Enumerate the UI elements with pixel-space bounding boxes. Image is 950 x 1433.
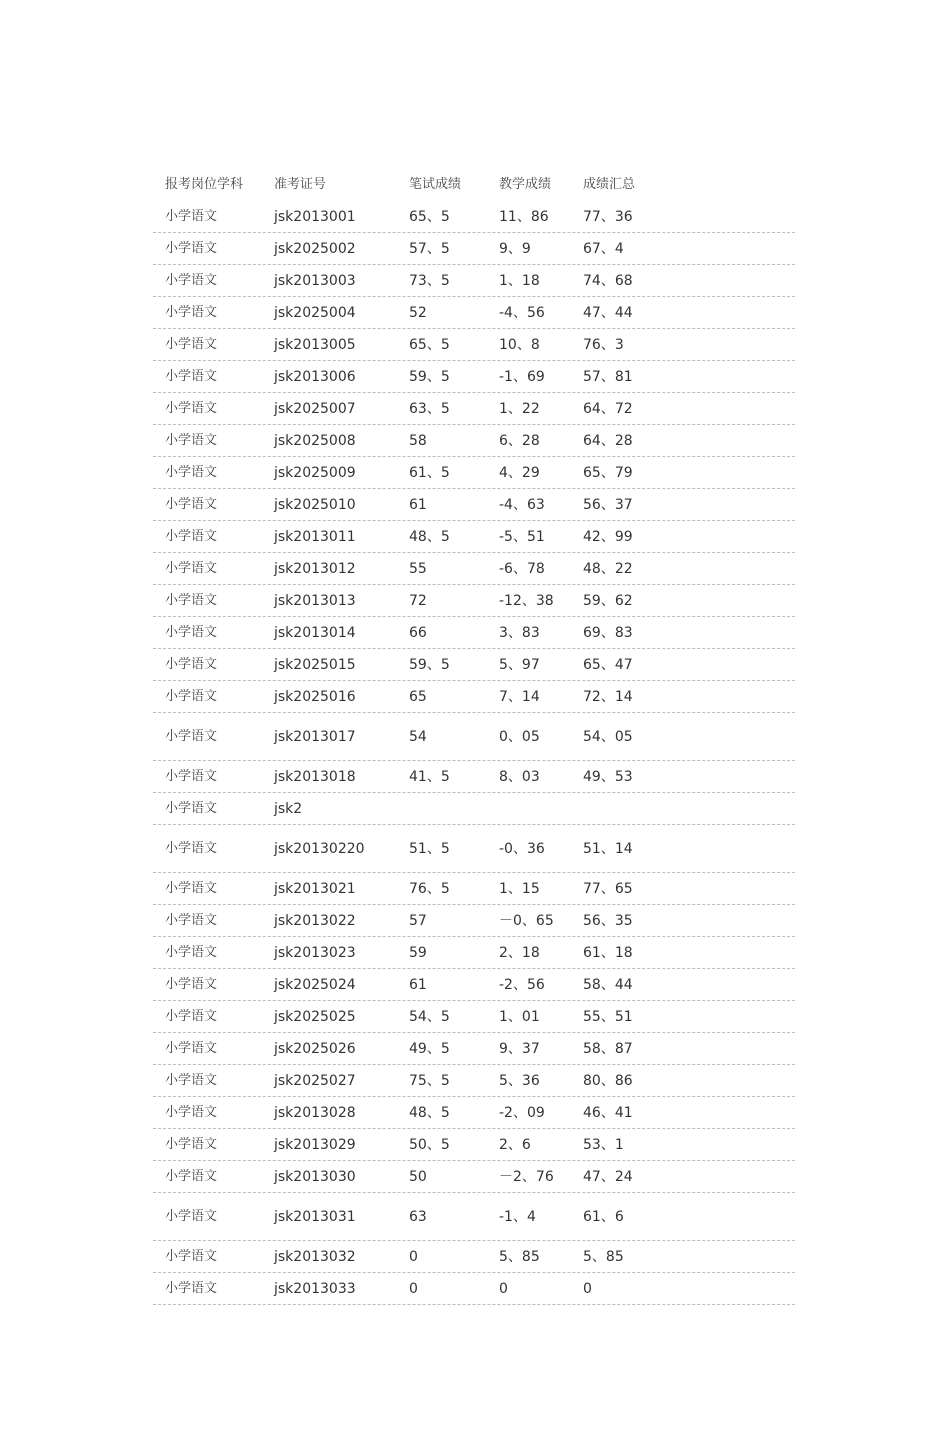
cell-subject: 小学语文 xyxy=(165,624,218,640)
table-row xyxy=(153,905,795,937)
cell-total-score: 61、18 xyxy=(583,944,633,961)
table-body xyxy=(153,201,795,1305)
cell-teaching-score: 5、97 xyxy=(499,656,540,673)
cell-subject: 小学语文 xyxy=(165,592,218,608)
cell-total-score: 56、35 xyxy=(583,912,633,929)
header-subject: 报考岗位学科 xyxy=(165,176,244,192)
cell-teaching-score: 1、18 xyxy=(499,272,540,289)
table-row xyxy=(153,1065,795,1097)
cell-exam-id: jsk2013029 xyxy=(274,1136,356,1153)
table-row xyxy=(153,617,795,649)
cell-subject: 小学语文 xyxy=(165,840,218,856)
cell-total-score: 67、4 xyxy=(583,240,624,257)
cell-exam-id: jsk2013014 xyxy=(274,624,356,641)
cell-written-score: 0 xyxy=(409,1248,418,1265)
cell-subject: 小学语文 xyxy=(165,304,218,320)
table-row xyxy=(153,1033,795,1065)
cell-teaching-score: 9、9 xyxy=(499,240,531,257)
cell-written-score: 59、5 xyxy=(409,368,450,385)
cell-exam-id: jsk2013011 xyxy=(274,528,356,545)
cell-subject: 小学语文 xyxy=(165,1072,218,1088)
cell-total-score: 0 xyxy=(583,1280,592,1297)
cell-written-score: 61 xyxy=(409,976,427,993)
cell-teaching-score: 1、01 xyxy=(499,1008,540,1025)
cell-teaching-score: 2、18 xyxy=(499,944,540,961)
cell-subject: 小学语文 xyxy=(165,208,218,224)
table-row xyxy=(153,937,795,969)
table-row xyxy=(153,761,795,793)
cell-total-score: 58、44 xyxy=(583,976,633,993)
cell-total-score: 51、14 xyxy=(583,840,633,857)
cell-written-score: 65 xyxy=(409,688,427,705)
cell-written-score: 0 xyxy=(409,1280,418,1297)
cell-written-score: 73、5 xyxy=(409,272,450,289)
score-table xyxy=(153,168,795,1305)
cell-written-score: 65、5 xyxy=(409,336,450,353)
cell-written-score: 59 xyxy=(409,944,427,961)
cell-teaching-score: -6、78 xyxy=(499,560,545,577)
cell-exam-id: jsk2013022 xyxy=(274,912,356,929)
cell-teaching-score: -12、38 xyxy=(499,592,554,609)
cell-teaching-score: -2、09 xyxy=(499,1104,545,1121)
table-row xyxy=(153,585,795,617)
cell-subject: 小学语文 xyxy=(165,976,218,992)
cell-subject: 小学语文 xyxy=(165,656,218,672)
cell-total-score: 76、3 xyxy=(583,336,624,353)
cell-total-score: 48、22 xyxy=(583,560,633,577)
cell-written-score: 50 xyxy=(409,1168,427,1185)
table-row xyxy=(153,521,795,553)
cell-subject: 小学语文 xyxy=(165,560,218,576)
cell-written-score: 57 xyxy=(409,912,427,929)
cell-subject: 小学语文 xyxy=(165,912,218,928)
table-row xyxy=(153,233,795,265)
cell-written-score: 66 xyxy=(409,624,427,641)
table-row xyxy=(153,1273,795,1305)
cell-written-score: 48、5 xyxy=(409,1104,450,1121)
cell-total-score: 80、86 xyxy=(583,1072,633,1089)
cell-teaching-score: 5、36 xyxy=(499,1072,540,1089)
cell-exam-id: jsk2013001 xyxy=(274,208,356,225)
table-row xyxy=(153,489,795,521)
cell-subject: 小学语文 xyxy=(165,1248,218,1264)
cell-subject: 小学语文 xyxy=(165,800,218,816)
cell-exam-id: jsk2025026 xyxy=(274,1040,356,1057)
cell-total-score: 46、41 xyxy=(583,1104,633,1121)
cell-subject: 小学语文 xyxy=(165,1168,218,1184)
cell-written-score: 59、5 xyxy=(409,656,450,673)
cell-exam-id: jsk2013003 xyxy=(274,272,356,289)
cell-subject: 小学语文 xyxy=(165,728,218,744)
cell-written-score: 48、5 xyxy=(409,528,450,545)
cell-teaching-score: 0、05 xyxy=(499,728,540,745)
cell-teaching-score xyxy=(488,805,572,813)
table-row xyxy=(153,1129,795,1161)
table-row xyxy=(153,793,795,825)
cell-subject: 小学语文 xyxy=(165,1208,218,1224)
table-row xyxy=(153,553,795,585)
cell-total-score: 57、81 xyxy=(583,368,633,385)
cell-teaching-score: -1、4 xyxy=(499,1208,536,1225)
table-header-row xyxy=(153,168,795,201)
cell-exam-id: jsk2025004 xyxy=(274,304,356,321)
cell-written-score: 50、5 xyxy=(409,1136,450,1153)
cell-total-score: 58、87 xyxy=(583,1040,633,1057)
cell-exam-id: jsk2013017 xyxy=(274,728,356,745)
cell-subject: 小学语文 xyxy=(165,432,218,448)
cell-written-score: 57、5 xyxy=(409,240,450,257)
cell-teaching-score: -1、69 xyxy=(499,368,545,385)
table-row xyxy=(153,201,795,233)
table-row xyxy=(153,425,795,457)
cell-total-score: 61、6 xyxy=(583,1208,624,1225)
table-row xyxy=(153,1241,795,1273)
cell-total-score: 74、68 xyxy=(583,272,633,289)
cell-written-score: 58 xyxy=(409,432,427,449)
cell-subject: 小学语文 xyxy=(165,496,218,512)
cell-written-score: 49、5 xyxy=(409,1040,450,1057)
cell-exam-id: jsk20130220 xyxy=(274,840,365,857)
header-total-score: 成绩汇总 xyxy=(583,176,636,192)
cell-subject: 小学语文 xyxy=(165,272,218,288)
cell-exam-id: jsk2013030 xyxy=(274,1168,356,1185)
cell-teaching-score: －2、76 xyxy=(499,1168,554,1185)
cell-subject: 小学语文 xyxy=(165,880,218,896)
table-row xyxy=(153,1193,795,1241)
cell-subject: 小学语文 xyxy=(165,1104,218,1120)
cell-teaching-score: 6、28 xyxy=(499,432,540,449)
cell-exam-id: jsk2025010 xyxy=(274,496,356,513)
cell-total-score: 53、1 xyxy=(583,1136,624,1153)
cell-teaching-score: -4、63 xyxy=(499,496,545,513)
cell-subject: 小学语文 xyxy=(165,768,218,784)
cell-total-score: 56、37 xyxy=(583,496,633,513)
cell-teaching-score: 3、83 xyxy=(499,624,540,641)
cell-exam-id: jsk2025025 xyxy=(274,1008,356,1025)
cell-exam-id: jsk2013032 xyxy=(274,1248,356,1265)
cell-exam-id: jsk2025027 xyxy=(274,1072,356,1089)
cell-teaching-score: -0、36 xyxy=(499,840,545,857)
cell-subject: 小学语文 xyxy=(165,1136,218,1152)
cell-exam-id: jsk2 xyxy=(274,800,303,817)
cell-written-score: 72 xyxy=(409,592,427,609)
cell-subject: 小学语文 xyxy=(165,688,218,704)
cell-exam-id: jsk2013033 xyxy=(274,1280,356,1297)
cell-exam-id: jsk2013028 xyxy=(274,1104,356,1121)
cell-written-score: 61 xyxy=(409,496,427,513)
cell-exam-id: jsk2013013 xyxy=(274,592,356,609)
cell-written-score: 63、5 xyxy=(409,400,450,417)
cell-subject: 小学语文 xyxy=(165,1280,218,1296)
cell-teaching-score: －0、65 xyxy=(499,912,554,929)
cell-total-score: 55、51 xyxy=(583,1008,633,1025)
header-written-score: 笔试成绩 xyxy=(409,176,462,192)
cell-total-score xyxy=(572,805,682,813)
cell-teaching-score: 5、85 xyxy=(499,1248,540,1265)
cell-written-score: 54 xyxy=(409,728,427,745)
cell-teaching-score: 8、03 xyxy=(499,768,540,785)
cell-written-score: 55 xyxy=(409,560,427,577)
table-row xyxy=(153,681,795,713)
cell-subject: 小学语文 xyxy=(165,240,218,256)
cell-exam-id: jsk2013031 xyxy=(274,1208,356,1225)
cell-exam-id: jsk2025008 xyxy=(274,432,356,449)
cell-written-score: 41、5 xyxy=(409,768,450,785)
cell-written-score: 51、5 xyxy=(409,840,450,857)
table-row xyxy=(153,825,795,873)
cell-total-score: 65、79 xyxy=(583,464,633,481)
cell-teaching-score: 1、22 xyxy=(499,400,540,417)
cell-subject: 小学语文 xyxy=(165,1040,218,1056)
cell-written-score: 65、5 xyxy=(409,208,450,225)
cell-total-score: 65、47 xyxy=(583,656,633,673)
table-row xyxy=(153,457,795,489)
cell-exam-id: jsk2025007 xyxy=(274,400,356,417)
cell-written-score: 54、5 xyxy=(409,1008,450,1025)
table-row xyxy=(153,1001,795,1033)
table-row xyxy=(153,873,795,905)
table-row xyxy=(153,1097,795,1129)
cell-subject: 小学语文 xyxy=(165,1008,218,1024)
cell-exam-id: jsk2025015 xyxy=(274,656,356,673)
cell-written-score: 75、5 xyxy=(409,1072,450,1089)
cell-teaching-score: -5、51 xyxy=(499,528,545,545)
cell-total-score: 42、99 xyxy=(583,528,633,545)
cell-exam-id: jsk2025002 xyxy=(274,240,356,257)
cell-subject: 小学语文 xyxy=(165,400,218,416)
cell-exam-id: jsk2013006 xyxy=(274,368,356,385)
cell-total-score: 47、44 xyxy=(583,304,633,321)
cell-teaching-score: 1、15 xyxy=(499,880,540,897)
cell-written-score xyxy=(398,805,488,813)
table-row xyxy=(153,329,795,361)
cell-exam-id: jsk2025009 xyxy=(274,464,356,481)
table-row xyxy=(153,713,795,761)
cell-subject: 小学语文 xyxy=(165,944,218,960)
table-row xyxy=(153,297,795,329)
cell-total-score: 59、62 xyxy=(583,592,633,609)
cell-teaching-score: 10、8 xyxy=(499,336,540,353)
cell-total-score: 72、14 xyxy=(583,688,633,705)
table-row xyxy=(153,393,795,425)
cell-subject: 小学语文 xyxy=(165,464,218,480)
cell-total-score: 69、83 xyxy=(583,624,633,641)
cell-written-score: 52 xyxy=(409,304,427,321)
cell-total-score: 77、36 xyxy=(583,208,633,225)
cell-exam-id: jsk2013018 xyxy=(274,768,356,785)
table-row xyxy=(153,361,795,393)
cell-teaching-score: 2、6 xyxy=(499,1136,531,1153)
cell-written-score: 61、5 xyxy=(409,464,450,481)
cell-subject: 小学语文 xyxy=(165,336,218,352)
cell-total-score: 47、24 xyxy=(583,1168,633,1185)
cell-teaching-score: 4、29 xyxy=(499,464,540,481)
cell-teaching-score: 0 xyxy=(499,1280,508,1297)
table-row xyxy=(153,969,795,1001)
cell-exam-id: jsk2025016 xyxy=(274,688,356,705)
cell-written-score: 76、5 xyxy=(409,880,450,897)
header-exam-id: 准考证号 xyxy=(274,176,327,192)
table-row xyxy=(153,649,795,681)
cell-total-score: 64、72 xyxy=(583,400,633,417)
cell-total-score: 54、05 xyxy=(583,728,633,745)
header-teaching-score: 教学成绩 xyxy=(499,176,552,192)
cell-total-score: 77、65 xyxy=(583,880,633,897)
cell-subject: 小学语文 xyxy=(165,528,218,544)
cell-total-score: 64、28 xyxy=(583,432,633,449)
cell-teaching-score: 9、37 xyxy=(499,1040,540,1057)
cell-teaching-score: -2、56 xyxy=(499,976,545,993)
cell-teaching-score: -4、56 xyxy=(499,304,545,321)
table-row xyxy=(153,1161,795,1193)
cell-teaching-score: 7、14 xyxy=(499,688,540,705)
cell-exam-id: jsk2025024 xyxy=(274,976,356,993)
table-row xyxy=(153,265,795,297)
cell-exam-id: jsk2013023 xyxy=(274,944,356,961)
cell-total-score: 5、85 xyxy=(583,1248,624,1265)
cell-exam-id: jsk2013005 xyxy=(274,336,356,353)
cell-written-score: 63 xyxy=(409,1208,427,1225)
cell-exam-id: jsk2013012 xyxy=(274,560,356,577)
cell-exam-id: jsk2013021 xyxy=(274,880,356,897)
cell-total-score: 49、53 xyxy=(583,768,633,785)
cell-teaching-score: 11、86 xyxy=(499,208,549,225)
cell-subject: 小学语文 xyxy=(165,368,218,384)
